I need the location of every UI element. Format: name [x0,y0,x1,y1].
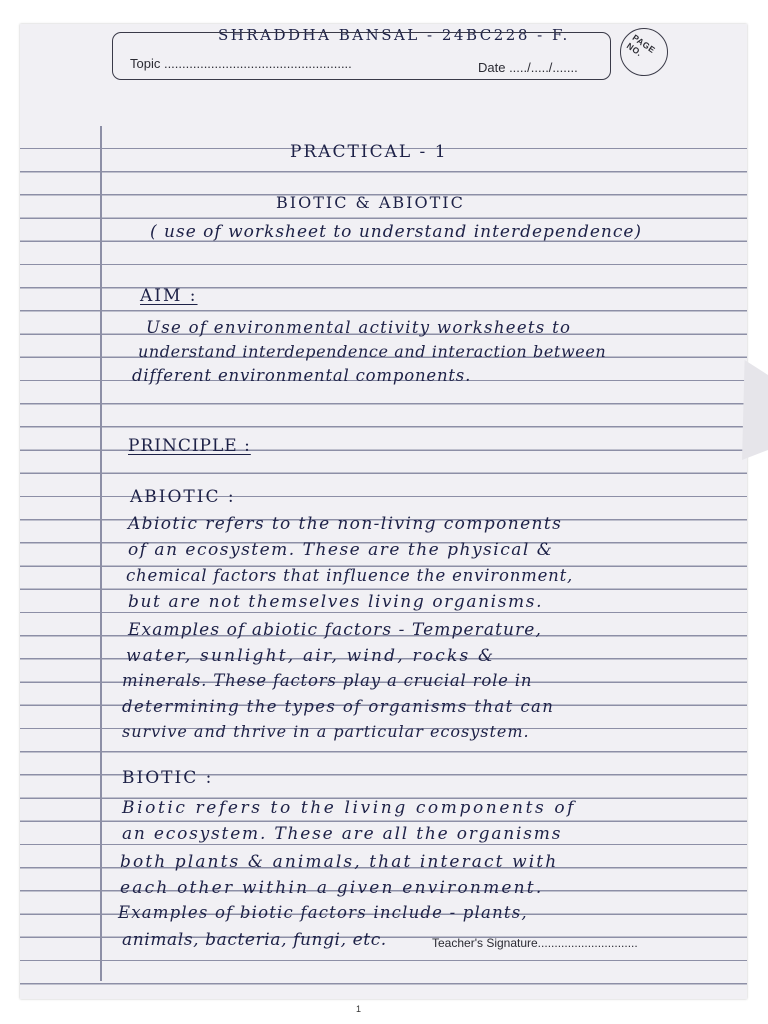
biotic-line: animals, bacteria, fungi, etc. [122,930,387,950]
abiotic-heading: ABIOTIC : [130,487,236,507]
abiotic-line: of an ecosystem. These are the physical & [128,540,554,560]
page-no-label: PAGE NO. [624,32,658,59]
abiotic-line: Examples of abiotic factors - Temperature, [128,620,542,640]
biotic-heading: BIOTIC : [122,768,214,788]
aim-heading: AIM : [140,286,198,306]
biotic-line: an ecosystem. These are all the organisms [122,824,563,844]
practical-subtitle: ( use of worksheet to understand interdependence) [150,222,643,242]
abiotic-line: minerals. These factors play a crucial role in [122,671,533,690]
biotic-line: both plants & animals, that interact with [120,852,559,872]
abiotic-line: determining the types of organisms that can [122,697,555,716]
topic-title: BIOTIC & ABIOTIC [276,193,465,212]
abiotic-line: survive and thrive in a particular ecosystem. [122,722,530,741]
margin-line [100,126,102,981]
biotic-line: each other within a given environment. [120,878,544,898]
abiotic-line: but are not themselves living organisms. [128,592,544,612]
biotic-line: Biotic refers to the living components of [122,798,577,818]
page-no-stamp [620,28,668,76]
aim-line: different environmental components. [132,366,472,385]
page-number: 1 [356,1004,362,1014]
practical-title: PRACTICAL - 1 [290,142,448,162]
teacher-signature-label: Teacher's Signature.............................. [432,936,638,950]
abiotic-line: water, sunlight, air, wind, rocks & [126,646,496,666]
abiotic-line: Abiotic refers to the non-living components [128,514,563,534]
aim-line: understand interdependence and interaction between [138,342,607,361]
date-label: Date ...../...../....... [478,60,578,75]
abiotic-line: chemical factors that influence the environment, [126,566,574,585]
adjacent-page-edge [742,360,768,460]
student-name-line: SHRADDHA BANSAL - 24BC228 - F. [218,26,570,44]
principle-heading: PRINCIPLE : [128,436,251,456]
aim-line: Use of environmental activity worksheets to [146,318,572,337]
topic-label: Topic .................................................... [130,56,352,71]
biotic-line: Examples of biotic factors include - plants, [118,903,528,922]
